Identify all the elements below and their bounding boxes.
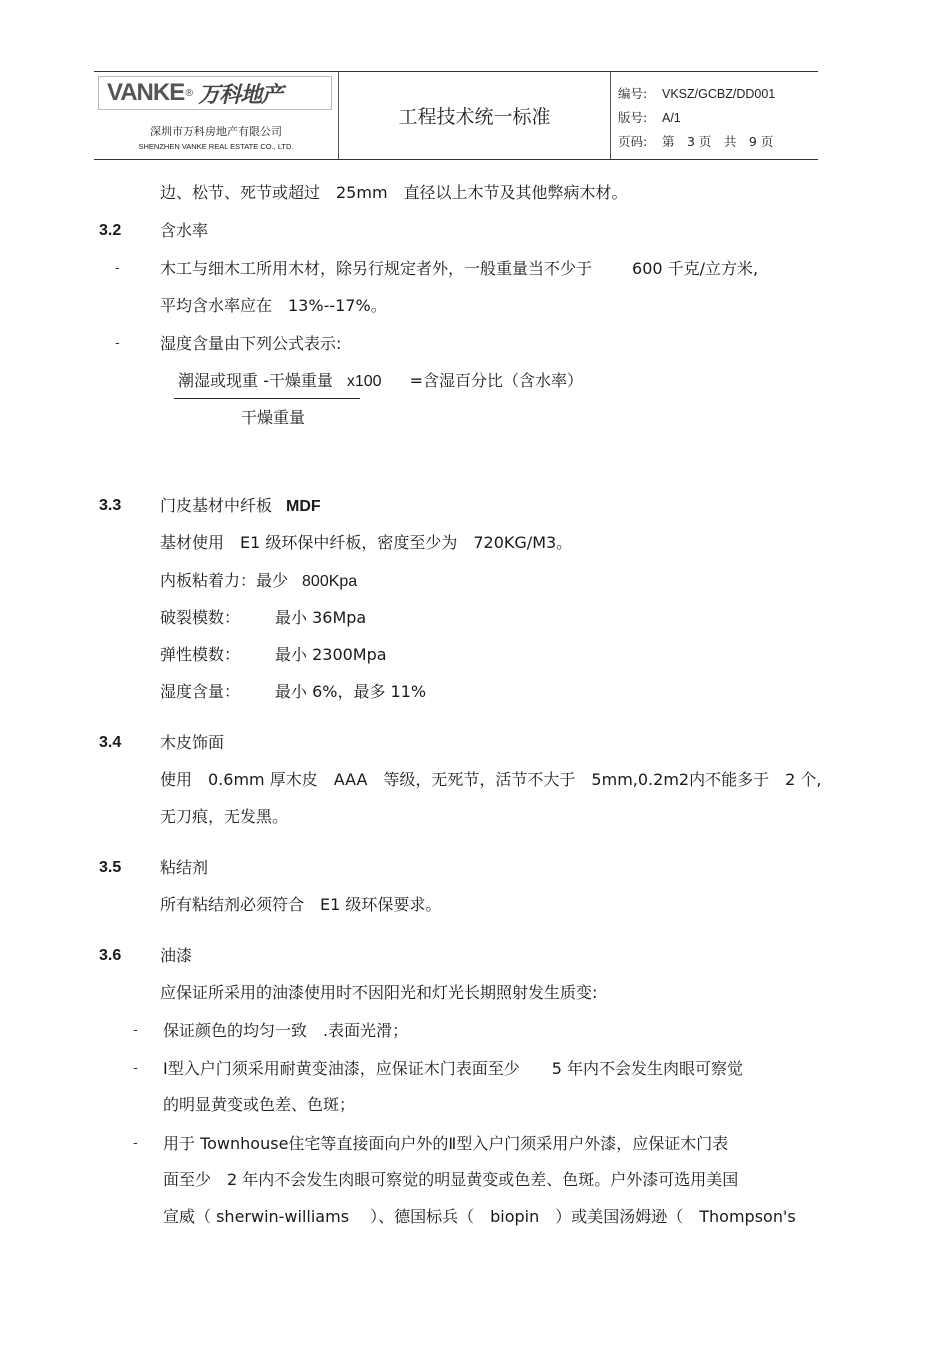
s36-bullet3-line3: 宣威（ sherwin-williams ）、德国标兵（ biopin ）或美国汤姆逊（ Thompson's: [163, 1207, 796, 1226]
s33-line5-value: 最小 6%，最多 11%: [275, 682, 427, 701]
doc-code-label: 编号:: [618, 86, 648, 101]
formula-denominator: 干燥重量: [241, 408, 306, 427]
logo-chinese-wordmark: 万科地产: [198, 82, 283, 108]
section-3-5-title: 粘结剂: [160, 858, 209, 877]
bullet-dash: -: [133, 1136, 138, 1151]
doc-page-value: 第 3 页 共 9 页: [662, 134, 774, 149]
doc-page-label: 页码:: [618, 134, 648, 149]
company-name-cn: 深圳市万科房地产有限公司: [150, 125, 282, 138]
vanke-logo: [98, 76, 332, 110]
s34-line2: 无刀痕，无发黑。: [160, 807, 289, 826]
continued-line: 边、松节、死节或超过 25mm 直径以上木节及其他弊病木材。: [160, 183, 628, 202]
s33-line1: 基材使用 E1 级环保中纤板，密度至少为 720KG/M3。: [160, 533, 573, 552]
s36-bullet3-line2: 面至少 2 年内不会发生肉眼可察觉的明显黄变或色差、色斑。户外漆可选用美国: [163, 1170, 739, 1189]
bullet-dash: -: [115, 336, 120, 351]
s33-line4-value: 最小 2300Mpa: [275, 645, 387, 664]
company-name-en: SHENZHEN VANKE REAL ESTATE CO., LTD.: [138, 142, 294, 151]
formula-fraction-bar: [174, 398, 360, 399]
bullet-dash: -: [133, 1023, 138, 1038]
s33-line4-label: 弹性模数：: [160, 645, 241, 664]
doc-version-value: A/1: [662, 111, 681, 125]
s36-intro: 应保证所采用的油漆使用时不因阳光和灯光长期照射发生质变:: [160, 983, 598, 1002]
s33-line2-value: 800Kpa: [302, 573, 358, 590]
s36-bullet2-line1: Ⅰ型入户门须采用耐黄变油漆，应保证木门表面至少 5 年内不会发生肉眼可察觉: [163, 1059, 743, 1078]
s36-bullet2-line2: 的明显黄变或色差、色斑；: [163, 1095, 356, 1114]
section-3-5-number: 3.5: [99, 859, 122, 876]
doc-page-row: [618, 130, 775, 153]
section-3-4-title: 木皮饰面: [160, 733, 225, 752]
section-3-6-number: 3.6: [99, 947, 122, 964]
section-3-3-title-mdf: MDF: [286, 498, 321, 515]
doc-code-row: [618, 82, 775, 106]
header-divider-2: [610, 72, 611, 159]
s33-line2: [160, 570, 357, 593]
section-3-6-title: 油漆: [160, 946, 193, 965]
section-3-3-number: 3.3: [99, 497, 122, 514]
logo-registered-mark: ®: [184, 87, 195, 99]
s33-line3-label: 破裂模数：: [160, 608, 241, 627]
logo-wordmark: VANKE: [107, 79, 185, 106]
document-meta: [618, 82, 775, 153]
doc-code-value: VKSZ/GCBZ/DD001: [662, 87, 776, 101]
bullet-dash: -: [133, 1061, 138, 1076]
s33-line2-label: 内板粘着力：最少: [160, 571, 289, 590]
s34-line1: 使用 0.6mm 厚木皮 AAA 等级，无死节，活节不大于 5mm,0.2m2内不能多于 2 个,: [160, 770, 822, 789]
company-logo-block: [94, 72, 338, 159]
bullet-dash: -: [115, 261, 120, 276]
section-3-4-number: 3.4: [99, 734, 122, 751]
section-3-2-number: 3.2: [99, 222, 122, 239]
section-3-3-title-text: 门皮基材中纤板: [160, 496, 273, 515]
s32-density-value: 600 千克/立方米,: [632, 259, 759, 278]
s35-line1: 所有粘结剂必须符合 E1 级环保要求。: [160, 895, 442, 914]
formula-result: =含湿百分比（含水率）: [409, 371, 583, 390]
formula-numerator-text: 潮湿或现重 -干燥重量: [178, 371, 333, 390]
formula-multiplier: x100: [346, 373, 382, 390]
s33-line3-value: 最小 36Mpa: [275, 608, 367, 627]
section-3-3-title: [160, 495, 321, 518]
document-header: [94, 71, 818, 160]
s32-bullet2: 湿度含量由下列公式表示:: [160, 334, 342, 353]
s36-bullet1: 保证颜色的均匀一致 .表面光滑；: [163, 1021, 409, 1040]
doc-version-row: [618, 106, 775, 130]
s33-line5-label: 湿度含量：: [160, 682, 241, 701]
s32-bullet1-line1: [160, 258, 758, 280]
formula-numerator: [178, 370, 583, 393]
s36-bullet3-line1: 用于 Townhouse住宅等直接面向户外的Ⅱ型入户门须采用户外漆，应保证木门表: [163, 1134, 729, 1153]
doc-version-label: 版号:: [618, 110, 648, 125]
s32-bullet1-line2: 平均含水率应在 13%--17%。: [160, 296, 387, 315]
s32-bullet1-text: 木工与细木工所用木材，除另行规定者外，一般重量当不少于: [160, 259, 593, 278]
section-3-2-title: 含水率: [160, 221, 209, 240]
document-title: 工程技术统一标准: [398, 106, 551, 128]
